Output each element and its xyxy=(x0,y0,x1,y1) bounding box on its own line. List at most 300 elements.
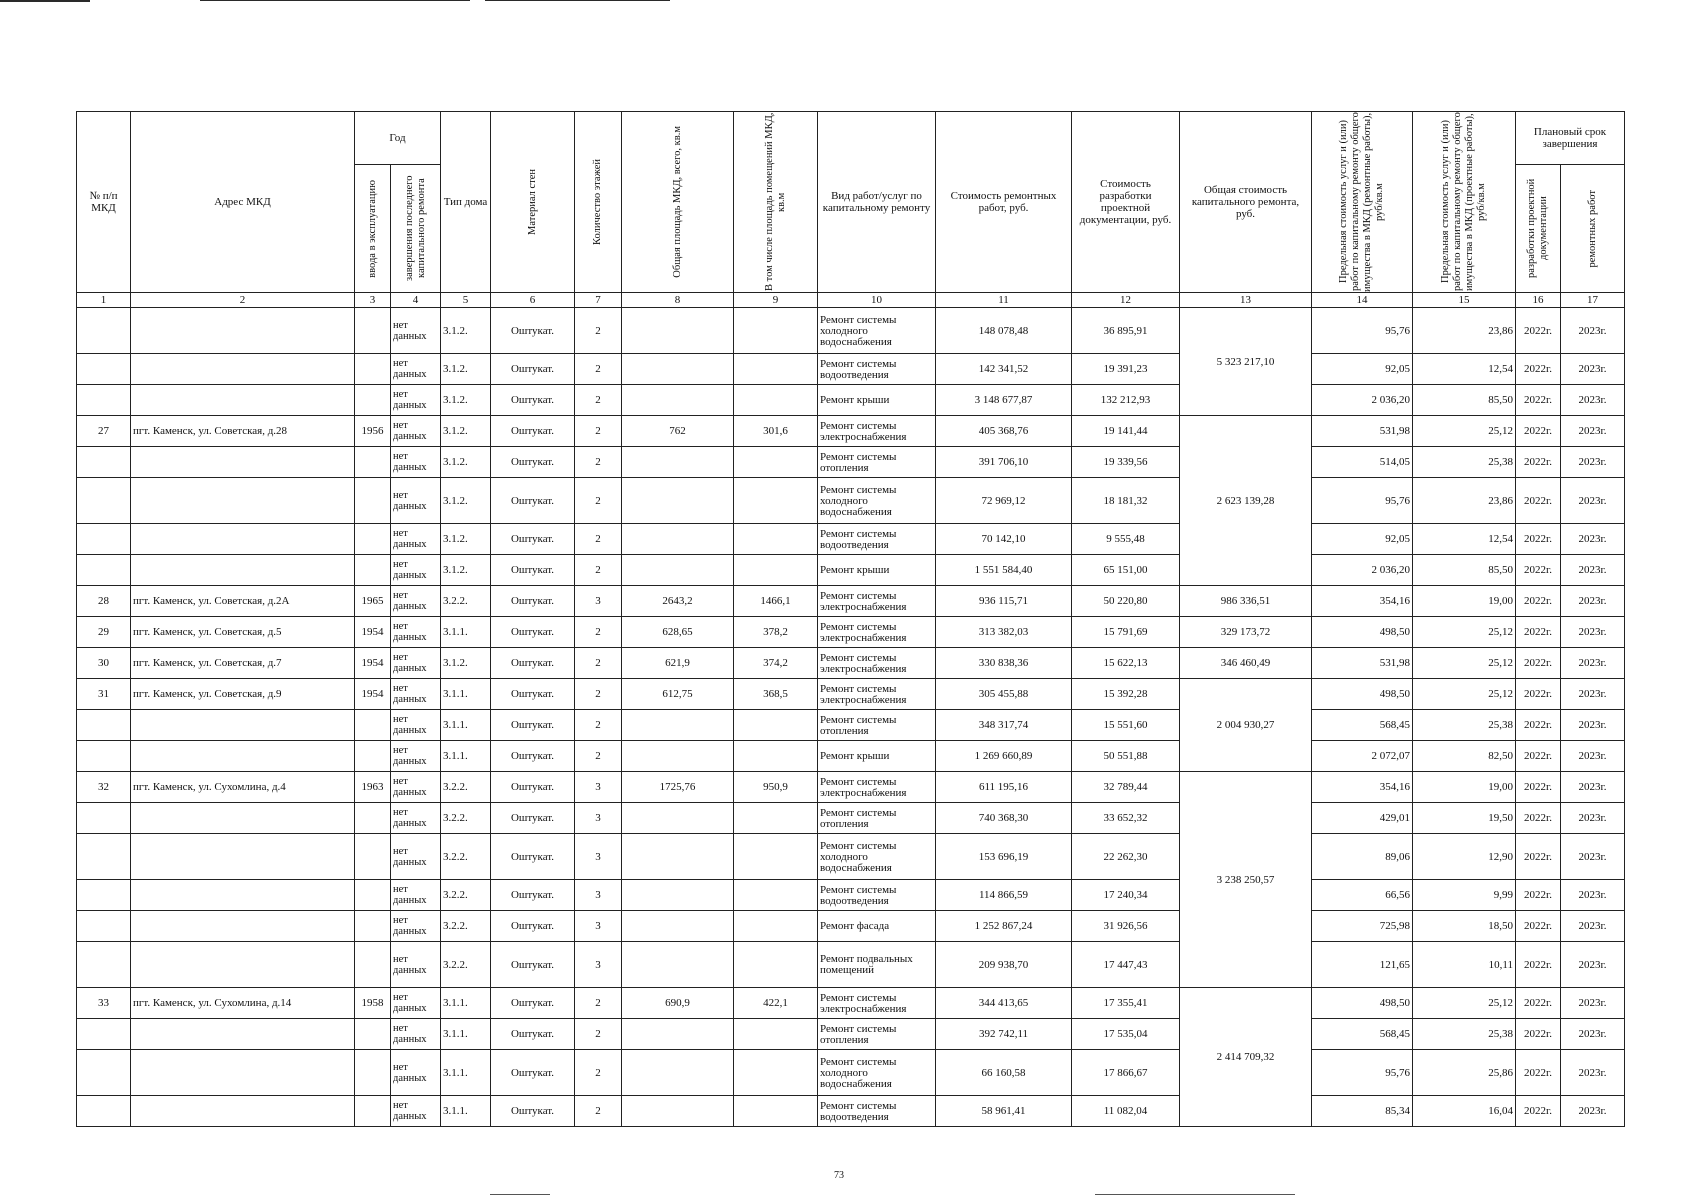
header-year-entry-text: ввода в эксплуатацию xyxy=(366,179,378,278)
column-number: 16 xyxy=(1516,293,1561,308)
cell-address xyxy=(131,710,355,741)
cell-cost-repair: 142 341,52 xyxy=(936,354,1072,385)
cell-year-last: нет данных xyxy=(391,679,441,710)
cell-year-entry xyxy=(355,803,391,834)
cell-limit-design: 85,50 xyxy=(1413,385,1516,416)
cell-floors: 3 xyxy=(575,911,622,942)
cell-area-total xyxy=(622,555,734,586)
cell-term-design: 2022г. xyxy=(1516,710,1561,741)
cell-wall-material: Оштукат. xyxy=(491,741,575,772)
cell-number: 30 xyxy=(77,648,131,679)
cell-area-total xyxy=(622,942,734,988)
cell-year-last: нет данных xyxy=(391,772,441,803)
cell-work-type: Ремонт системы водоотведения xyxy=(818,880,936,911)
table-row xyxy=(77,1096,1625,1127)
cell-house-type: 3.1.2. xyxy=(441,354,491,385)
cell-wall-material: Оштукат. xyxy=(491,834,575,880)
cell-limit-repair: 514,05 xyxy=(1312,447,1413,478)
header-year-last xyxy=(391,165,441,293)
cell-cost-design: 22 262,30 xyxy=(1072,834,1180,880)
cell-house-type: 3.1.1. xyxy=(441,617,491,648)
cell-number xyxy=(77,1096,131,1127)
cell-limit-design: 19,00 xyxy=(1413,586,1516,617)
cell-area-premises: 378,2 xyxy=(734,617,818,648)
header-cost-total: Общая стоимость капитального ремонта, руб. xyxy=(1180,112,1312,293)
cell-house-type: 3.1.2. xyxy=(441,385,491,416)
cell-wall-material: Оштукат. xyxy=(491,385,575,416)
cell-work-type: Ремонт системы электроснабжения xyxy=(818,586,936,617)
table-row xyxy=(77,308,1625,354)
cell-area-premises: 950,9 xyxy=(734,772,818,803)
cell-cost-design: 36 895,91 xyxy=(1072,308,1180,354)
cell-wall-material: Оштукат. xyxy=(491,447,575,478)
cell-limit-design: 25,86 xyxy=(1413,1050,1516,1096)
cell-term-design: 2022г. xyxy=(1516,447,1561,478)
cell-cost-repair: 348 317,74 xyxy=(936,710,1072,741)
cell-limit-repair: 95,76 xyxy=(1312,1050,1413,1096)
cell-house-type: 3.1.1. xyxy=(441,1050,491,1096)
cell-term-design: 2022г. xyxy=(1516,741,1561,772)
cell-address xyxy=(131,524,355,555)
cell-area-premises: 422,1 xyxy=(734,988,818,1019)
cell-term-repair: 2023г. xyxy=(1561,308,1625,354)
cell-limit-repair: 95,76 xyxy=(1312,308,1413,354)
cell-cost-design: 19 391,23 xyxy=(1072,354,1180,385)
cell-address xyxy=(131,834,355,880)
cell-cost-design: 33 652,32 xyxy=(1072,803,1180,834)
cell-term-repair: 2023г. xyxy=(1561,586,1625,617)
cell-limit-repair: 2 036,20 xyxy=(1312,555,1413,586)
cell-cost-repair: 344 413,65 xyxy=(936,988,1072,1019)
table-row xyxy=(77,1050,1625,1096)
cell-limit-design: 25,12 xyxy=(1413,416,1516,447)
cell-number: 33 xyxy=(77,988,131,1019)
cell-area-premises: 374,2 xyxy=(734,648,818,679)
cell-address: пгт. Каменск, ул. Советская, д.2А xyxy=(131,586,355,617)
cell-area-total xyxy=(622,1050,734,1096)
cell-number xyxy=(77,710,131,741)
cell-limit-repair: 498,50 xyxy=(1312,617,1413,648)
cell-work-type: Ремонт системы электроснабжения xyxy=(818,416,936,447)
table-row xyxy=(77,586,1625,617)
cell-year-entry xyxy=(355,1050,391,1096)
cell-limit-design: 25,12 xyxy=(1413,617,1516,648)
cell-area-total: 690,9 xyxy=(622,988,734,1019)
cell-floors: 2 xyxy=(575,354,622,385)
cell-cost-repair: 405 368,76 xyxy=(936,416,1072,447)
cell-house-type: 3.2.2. xyxy=(441,586,491,617)
cell-cost-design: 31 926,56 xyxy=(1072,911,1180,942)
cell-cost-repair: 611 195,16 xyxy=(936,772,1072,803)
cell-area-premises xyxy=(734,834,818,880)
cell-address xyxy=(131,478,355,524)
cell-address: пгт. Каменск, ул. Советская, д.28 xyxy=(131,416,355,447)
cell-year-last: нет данных xyxy=(391,911,441,942)
column-number: 5 xyxy=(441,293,491,308)
table-row xyxy=(77,416,1625,447)
cell-number xyxy=(77,1050,131,1096)
column-number: 1 xyxy=(77,293,131,308)
cell-limit-design: 23,86 xyxy=(1413,308,1516,354)
cell-year-last: нет данных xyxy=(391,1096,441,1127)
cell-number: 32 xyxy=(77,772,131,803)
cell-number xyxy=(77,555,131,586)
header-work: Вид работ/услуг по капитальному ремонту xyxy=(818,112,936,293)
cell-wall-material: Оштукат. xyxy=(491,772,575,803)
cell-number xyxy=(77,834,131,880)
table-row xyxy=(77,741,1625,772)
cell-area-premises xyxy=(734,524,818,555)
cell-limit-design: 19,50 xyxy=(1413,803,1516,834)
cell-house-type: 3.1.2. xyxy=(441,555,491,586)
cell-cost-total: 2 004 930,27 xyxy=(1180,679,1312,772)
cell-house-type: 3.1.2. xyxy=(441,648,491,679)
table-row xyxy=(77,710,1625,741)
cell-term-design: 2022г. xyxy=(1516,679,1561,710)
cell-floors: 2 xyxy=(575,416,622,447)
cell-area-premises xyxy=(734,942,818,988)
cell-year-entry xyxy=(355,942,391,988)
cell-wall-material: Оштукат. xyxy=(491,1050,575,1096)
cell-number xyxy=(77,1019,131,1050)
cell-area-total xyxy=(622,710,734,741)
cell-year-last: нет данных xyxy=(391,942,441,988)
column-number: 12 xyxy=(1072,293,1180,308)
table-row xyxy=(77,447,1625,478)
cell-year-last: нет данных xyxy=(391,524,441,555)
cell-term-design: 2022г. xyxy=(1516,617,1561,648)
cell-term-repair: 2023г. xyxy=(1561,679,1625,710)
header-term-repair-text: ремонтных работ xyxy=(1586,189,1598,268)
cell-cost-design: 19 141,44 xyxy=(1072,416,1180,447)
cell-area-total: 1725,76 xyxy=(622,772,734,803)
cell-limit-design: 12,54 xyxy=(1413,524,1516,555)
cell-limit-design: 25,12 xyxy=(1413,988,1516,1019)
cell-term-design: 2022г. xyxy=(1516,942,1561,988)
cell-number: 29 xyxy=(77,617,131,648)
cell-limit-design: 18,50 xyxy=(1413,911,1516,942)
cell-year-last: нет данных xyxy=(391,447,441,478)
cell-cost-design: 32 789,44 xyxy=(1072,772,1180,803)
cell-limit-design: 10,11 xyxy=(1413,942,1516,988)
cell-area-premises xyxy=(734,385,818,416)
cell-cost-repair: 391 706,10 xyxy=(936,447,1072,478)
cell-cost-design: 17 355,41 xyxy=(1072,988,1180,1019)
scan-edge-line-3 xyxy=(485,0,670,1)
header-area-premises xyxy=(734,112,818,293)
cell-work-type: Ремонт системы водоотведения xyxy=(818,524,936,555)
cell-work-type: Ремонт системы отопления xyxy=(818,803,936,834)
cell-area-total xyxy=(622,524,734,555)
cell-year-entry xyxy=(355,880,391,911)
cell-work-type: Ремонт системы электроснабжения xyxy=(818,617,936,648)
cell-number: 27 xyxy=(77,416,131,447)
cell-address: пгт. Каменск, ул. Сухомлина, д.4 xyxy=(131,772,355,803)
cell-wall-material: Оштукат. xyxy=(491,586,575,617)
cell-limit-design: 25,38 xyxy=(1413,447,1516,478)
cell-cost-repair: 66 160,58 xyxy=(936,1050,1072,1096)
cell-house-type: 3.2.2. xyxy=(441,772,491,803)
cell-limit-design: 12,90 xyxy=(1413,834,1516,880)
table-row xyxy=(77,354,1625,385)
cell-house-type: 3.1.2. xyxy=(441,524,491,555)
cell-floors: 2 xyxy=(575,555,622,586)
cell-area-total xyxy=(622,911,734,942)
column-number: 9 xyxy=(734,293,818,308)
column-number: 7 xyxy=(575,293,622,308)
cell-address: пгт. Каменск, ул. Сухомлина, д.14 xyxy=(131,988,355,1019)
table-row xyxy=(77,803,1625,834)
cell-number xyxy=(77,447,131,478)
cell-limit-repair: 2 072,07 xyxy=(1312,741,1413,772)
cell-year-entry xyxy=(355,741,391,772)
cell-floors: 3 xyxy=(575,586,622,617)
cell-limit-repair: 568,45 xyxy=(1312,710,1413,741)
column-number: 15 xyxy=(1413,293,1516,308)
cell-limit-repair: 354,16 xyxy=(1312,586,1413,617)
cell-cost-repair: 3 148 677,87 xyxy=(936,385,1072,416)
table-row xyxy=(77,679,1625,710)
cell-cost-total: 3 238 250,57 xyxy=(1180,772,1312,988)
cell-floors: 2 xyxy=(575,478,622,524)
cell-address xyxy=(131,1050,355,1096)
cell-area-premises xyxy=(734,308,818,354)
cell-work-type: Ремонт крыши xyxy=(818,385,936,416)
table-body xyxy=(77,308,1625,1127)
cell-cost-design: 19 339,56 xyxy=(1072,447,1180,478)
cell-cost-design: 17 535,04 xyxy=(1072,1019,1180,1050)
cell-cost-repair: 392 742,11 xyxy=(936,1019,1072,1050)
cell-house-type: 3.2.2. xyxy=(441,834,491,880)
cell-area-total xyxy=(622,354,734,385)
cell-term-design: 2022г. xyxy=(1516,834,1561,880)
cell-cost-repair: 330 838,36 xyxy=(936,648,1072,679)
cell-term-design: 2022г. xyxy=(1516,1019,1561,1050)
cell-number xyxy=(77,741,131,772)
cell-cost-design: 15 392,28 xyxy=(1072,679,1180,710)
cell-cost-repair: 72 969,12 xyxy=(936,478,1072,524)
cell-house-type: 3.1.2. xyxy=(441,447,491,478)
cell-floors: 2 xyxy=(575,308,622,354)
cell-address xyxy=(131,741,355,772)
cell-work-type: Ремонт системы электроснабжения xyxy=(818,772,936,803)
header-walls xyxy=(491,112,575,293)
cell-limit-design: 25,38 xyxy=(1413,1019,1516,1050)
table-row xyxy=(77,834,1625,880)
cell-number xyxy=(77,354,131,385)
cell-cost-design: 65 151,00 xyxy=(1072,555,1180,586)
cell-limit-repair: 95,76 xyxy=(1312,478,1413,524)
cell-term-repair: 2023г. xyxy=(1561,942,1625,988)
header-area-total xyxy=(622,112,734,293)
cell-term-design: 2022г. xyxy=(1516,803,1561,834)
cell-term-repair: 2023г. xyxy=(1561,1019,1625,1050)
cell-floors: 2 xyxy=(575,988,622,1019)
cell-cost-repair: 936 115,71 xyxy=(936,586,1072,617)
header-limit-design xyxy=(1413,112,1516,293)
column-number: 17 xyxy=(1561,293,1625,308)
cell-house-type: 3.2.2. xyxy=(441,911,491,942)
cell-area-total xyxy=(622,447,734,478)
header-limit-repair-text: Предельная стоимость услуг и (или) работ по капитальному ремонту общего имущества в МКД (ремонтные работы), руб/кв.м xyxy=(1338,112,1385,292)
table-row xyxy=(77,942,1625,988)
cell-area-total xyxy=(622,880,734,911)
cell-year-last: нет данных xyxy=(391,308,441,354)
cell-year-last: нет данных xyxy=(391,648,441,679)
cell-term-repair: 2023г. xyxy=(1561,648,1625,679)
cell-floors: 3 xyxy=(575,942,622,988)
table-row xyxy=(77,478,1625,524)
cell-house-type: 3.1.2. xyxy=(441,308,491,354)
cell-number: 31 xyxy=(77,679,131,710)
cell-term-design: 2022г. xyxy=(1516,1050,1561,1096)
cell-limit-design: 19,00 xyxy=(1413,772,1516,803)
cell-work-type: Ремонт системы водоотведения xyxy=(818,354,936,385)
column-number: 6 xyxy=(491,293,575,308)
cell-limit-repair: 92,05 xyxy=(1312,354,1413,385)
cell-area-premises xyxy=(734,880,818,911)
cell-floors: 3 xyxy=(575,834,622,880)
cell-cost-repair: 58 961,41 xyxy=(936,1096,1072,1127)
cell-house-type: 3.2.2. xyxy=(441,942,491,988)
cell-cost-total: 2 414 709,32 xyxy=(1180,988,1312,1127)
cell-address xyxy=(131,803,355,834)
cell-floors: 2 xyxy=(575,385,622,416)
cell-cost-repair: 1 551 584,40 xyxy=(936,555,1072,586)
cell-year-entry: 1958 xyxy=(355,988,391,1019)
cell-area-total xyxy=(622,478,734,524)
cell-work-type: Ремонт системы холодного водоснабжения xyxy=(818,834,936,880)
cell-area-premises xyxy=(734,1019,818,1050)
cell-year-last: нет данных xyxy=(391,1050,441,1096)
cell-area-total xyxy=(622,741,734,772)
cell-term-repair: 2023г. xyxy=(1561,803,1625,834)
column-numbers-row xyxy=(77,293,1625,308)
cell-term-repair: 2023г. xyxy=(1561,772,1625,803)
page-number: 73 xyxy=(834,1170,844,1181)
cell-year-entry xyxy=(355,308,391,354)
cell-address xyxy=(131,555,355,586)
cell-address xyxy=(131,880,355,911)
cell-number xyxy=(77,385,131,416)
cell-area-total: 621,9 xyxy=(622,648,734,679)
cell-year-entry: 1954 xyxy=(355,617,391,648)
cell-year-entry xyxy=(355,524,391,555)
cell-work-type: Ремонт системы отопления xyxy=(818,1019,936,1050)
cell-limit-repair: 568,45 xyxy=(1312,1019,1413,1050)
cell-address xyxy=(131,1019,355,1050)
cell-work-type: Ремонт системы электроснабжения xyxy=(818,988,936,1019)
cell-wall-material: Оштукат. xyxy=(491,710,575,741)
header-address: Адрес МКД xyxy=(131,112,355,293)
cell-year-last: нет данных xyxy=(391,1019,441,1050)
cell-work-type: Ремонт системы электроснабжения xyxy=(818,648,936,679)
cell-address xyxy=(131,354,355,385)
cell-house-type: 3.1.1. xyxy=(441,741,491,772)
header-floors-text: Количество этажей xyxy=(592,159,603,245)
cell-house-type: 3.1.1. xyxy=(441,988,491,1019)
cell-limit-design: 25,12 xyxy=(1413,648,1516,679)
cell-year-entry xyxy=(355,385,391,416)
cell-floors: 2 xyxy=(575,447,622,478)
cell-number xyxy=(77,911,131,942)
cell-limit-repair: 725,98 xyxy=(1312,911,1413,942)
cell-wall-material: Оштукат. xyxy=(491,803,575,834)
cell-cost-design: 50 220,80 xyxy=(1072,586,1180,617)
cell-house-type: 3.1.2. xyxy=(441,478,491,524)
cell-area-total: 2643,2 xyxy=(622,586,734,617)
cell-cost-design: 11 082,04 xyxy=(1072,1096,1180,1127)
header-limit-design-text: Предельная стоимость услуг и (или) работ по капитальному ремонту общего имущества в МКД (проектные работы), руб/кв.м xyxy=(1440,112,1487,292)
cell-term-repair: 2023г. xyxy=(1561,880,1625,911)
cell-area-total: 628,65 xyxy=(622,617,734,648)
column-number: 4 xyxy=(391,293,441,308)
cell-floors: 2 xyxy=(575,524,622,555)
cell-work-type: Ремонт системы водоотведения xyxy=(818,1096,936,1127)
cell-wall-material: Оштукат. xyxy=(491,555,575,586)
table-row xyxy=(77,988,1625,1019)
cell-limit-repair: 121,65 xyxy=(1312,942,1413,988)
cell-address xyxy=(131,447,355,478)
cell-wall-material: Оштукат. xyxy=(491,478,575,524)
cell-area-premises xyxy=(734,911,818,942)
cell-year-last: нет данных xyxy=(391,710,441,741)
scan-edge-line-2 xyxy=(200,0,470,1)
column-number: 8 xyxy=(622,293,734,308)
cell-year-entry xyxy=(355,710,391,741)
table-row xyxy=(77,648,1625,679)
table-row xyxy=(77,555,1625,586)
cell-term-repair: 2023г. xyxy=(1561,988,1625,1019)
cell-year-entry xyxy=(355,555,391,586)
cell-limit-design: 25,38 xyxy=(1413,710,1516,741)
header-area-total-text: Общая площадь МКД, всего, кв.м xyxy=(671,126,683,278)
cell-year-last: нет данных xyxy=(391,586,441,617)
cell-address xyxy=(131,308,355,354)
cell-house-type: 3.1.1. xyxy=(441,1096,491,1127)
cell-area-total: 762 xyxy=(622,416,734,447)
cell-limit-repair: 429,01 xyxy=(1312,803,1413,834)
cell-year-entry: 1963 xyxy=(355,772,391,803)
cell-limit-repair: 498,50 xyxy=(1312,679,1413,710)
cell-floors: 2 xyxy=(575,741,622,772)
cell-limit-repair: 66,56 xyxy=(1312,880,1413,911)
table-row xyxy=(77,911,1625,942)
header-n: № п/п МКД xyxy=(77,112,131,293)
cell-term-repair: 2023г. xyxy=(1561,710,1625,741)
header-cost-design: Стоимость разработки проектной документации, руб. xyxy=(1072,112,1180,293)
cell-term-repair: 2023г. xyxy=(1561,741,1625,772)
column-number: 13 xyxy=(1180,293,1312,308)
cell-term-repair: 2023г. xyxy=(1561,911,1625,942)
cell-wall-material: Оштукат. xyxy=(491,880,575,911)
cell-cost-design: 17 447,43 xyxy=(1072,942,1180,988)
header-term-group: Плановый срок завершения xyxy=(1516,112,1625,165)
cell-year-entry: 1965 xyxy=(355,586,391,617)
cell-limit-repair: 531,98 xyxy=(1312,416,1413,447)
cell-cost-repair: 1 269 660,89 xyxy=(936,741,1072,772)
cell-cost-design: 15 551,60 xyxy=(1072,710,1180,741)
cell-area-premises: 1466,1 xyxy=(734,586,818,617)
cell-cost-total: 346 460,49 xyxy=(1180,648,1312,679)
cell-term-design: 2022г. xyxy=(1516,988,1561,1019)
cell-year-entry: 1954 xyxy=(355,648,391,679)
cell-wall-material: Оштукат. xyxy=(491,354,575,385)
header-term-design-text: разработки проектной документации xyxy=(1526,178,1549,279)
cell-address xyxy=(131,385,355,416)
cell-work-type: Ремонт системы электроснабжения xyxy=(818,679,936,710)
cell-cost-repair: 1 252 867,24 xyxy=(936,911,1072,942)
